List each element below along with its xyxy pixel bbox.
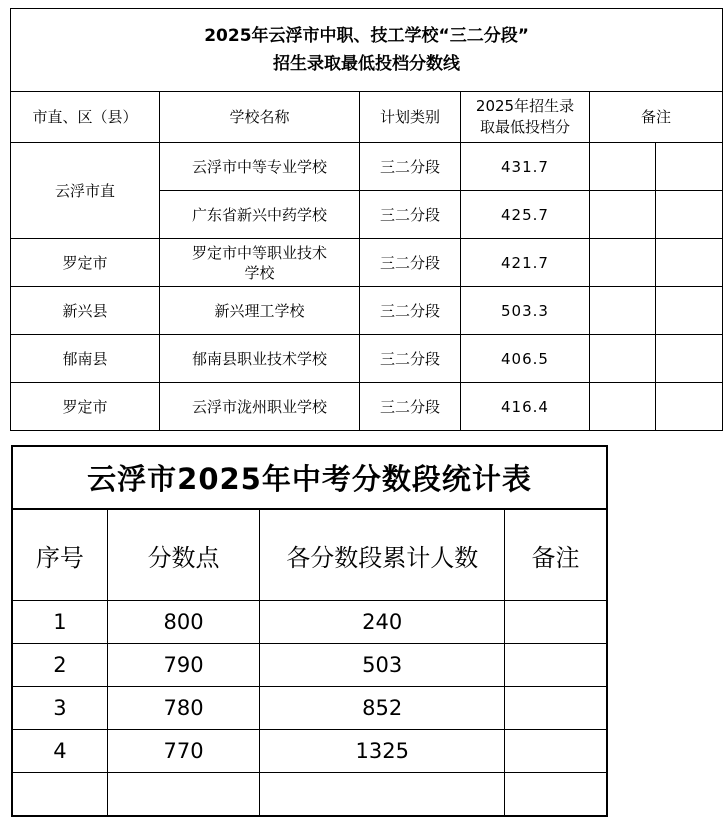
- index-cell: [12, 773, 107, 817]
- note-cell: [505, 687, 607, 730]
- index-cell: 2: [12, 644, 107, 687]
- table-row: [12, 687, 607, 730]
- score-cell: 770: [107, 730, 260, 773]
- school-cell: 云浮市中等专业学校: [160, 143, 360, 191]
- note-cell: [590, 335, 656, 383]
- district-cell: 罗定市: [11, 239, 160, 287]
- note-cell: [505, 644, 607, 687]
- note-cell: [505, 601, 607, 644]
- note-cell: [656, 335, 723, 383]
- score-distribution-table: [11, 445, 608, 817]
- table-title: 云浮市2025年中考分数段统计表: [12, 446, 607, 509]
- note-cell: [656, 143, 723, 191]
- table-row: [12, 601, 607, 644]
- school-cell: 郁南县职业技术学校: [160, 335, 360, 383]
- school-cell: 广东省新兴中药学校: [160, 191, 360, 239]
- cumulative-cell: [260, 773, 505, 817]
- school-cell: 云浮市泷州职业学校: [160, 383, 360, 431]
- table-title: 2025年云浮市中职、技工学校“三二分段” 招生录取最低投档分数线: [11, 9, 723, 92]
- score-cell: 431.7: [461, 143, 590, 191]
- index-cell: 4: [12, 730, 107, 773]
- table-row: [12, 773, 607, 817]
- cumulative-cell: 852: [260, 687, 505, 730]
- score-cell: 780: [107, 687, 260, 730]
- type-cell: 三二分段: [360, 335, 461, 383]
- district-cell: 新兴县: [11, 287, 160, 335]
- header-score: 2025年招生录 取最低投档分: [461, 92, 590, 143]
- table-row: [11, 383, 723, 431]
- header-row: [11, 92, 723, 143]
- district-cell: 罗定市: [11, 383, 160, 431]
- table-row: [12, 644, 607, 687]
- header-index: 序号: [12, 509, 107, 601]
- type-cell: 三二分段: [360, 287, 461, 335]
- note-cell: [656, 239, 723, 287]
- note-cell: [590, 383, 656, 431]
- header-note: 备注: [590, 92, 723, 143]
- table-row: [11, 335, 723, 383]
- admission-score-table: [10, 8, 723, 431]
- school-cell: 新兴理工学校: [160, 287, 360, 335]
- score-cell: 406.5: [461, 335, 590, 383]
- note-cell: [505, 773, 607, 817]
- score-cell: 800: [107, 601, 260, 644]
- note-cell: [590, 239, 656, 287]
- score-cell: [107, 773, 260, 817]
- note-cell: [656, 191, 723, 239]
- score-cell: 421.7: [461, 239, 590, 287]
- school-cell: 罗定市中等职业技术 学校: [160, 239, 360, 287]
- header-district: 市直、区（县）: [11, 92, 160, 143]
- note-cell: [590, 143, 656, 191]
- cumulative-cell: 240: [260, 601, 505, 644]
- index-cell: 1: [12, 601, 107, 644]
- type-cell: 三二分段: [360, 239, 461, 287]
- cumulative-cell: 503: [260, 644, 505, 687]
- header-row: [12, 509, 607, 601]
- note-cell: [656, 383, 723, 431]
- score-cell: 790: [107, 644, 260, 687]
- district-cell: 云浮市直: [11, 143, 160, 239]
- table-row: [12, 730, 607, 773]
- note-cell: [505, 730, 607, 773]
- note-cell: [590, 191, 656, 239]
- type-cell: 三二分段: [360, 143, 461, 191]
- note-cell: [656, 287, 723, 335]
- table-row: [11, 143, 723, 191]
- header-type: 计划类别: [360, 92, 461, 143]
- note-cell: [590, 287, 656, 335]
- header-school: 学校名称: [160, 92, 360, 143]
- district-cell: 郁南县: [11, 335, 160, 383]
- score-cell: 416.4: [461, 383, 590, 431]
- type-cell: 三二分段: [360, 191, 461, 239]
- table-row: [11, 287, 723, 335]
- score-cell: 503.3: [461, 287, 590, 335]
- header-note: 备注: [505, 509, 607, 601]
- score-cell: 425.7: [461, 191, 590, 239]
- index-cell: 3: [12, 687, 107, 730]
- cumulative-cell: 1325: [260, 730, 505, 773]
- header-cumulative: 各分数段累计人数: [260, 509, 505, 601]
- type-cell: 三二分段: [360, 383, 461, 431]
- header-score: 分数点: [107, 509, 260, 601]
- table-row: [11, 239, 723, 287]
